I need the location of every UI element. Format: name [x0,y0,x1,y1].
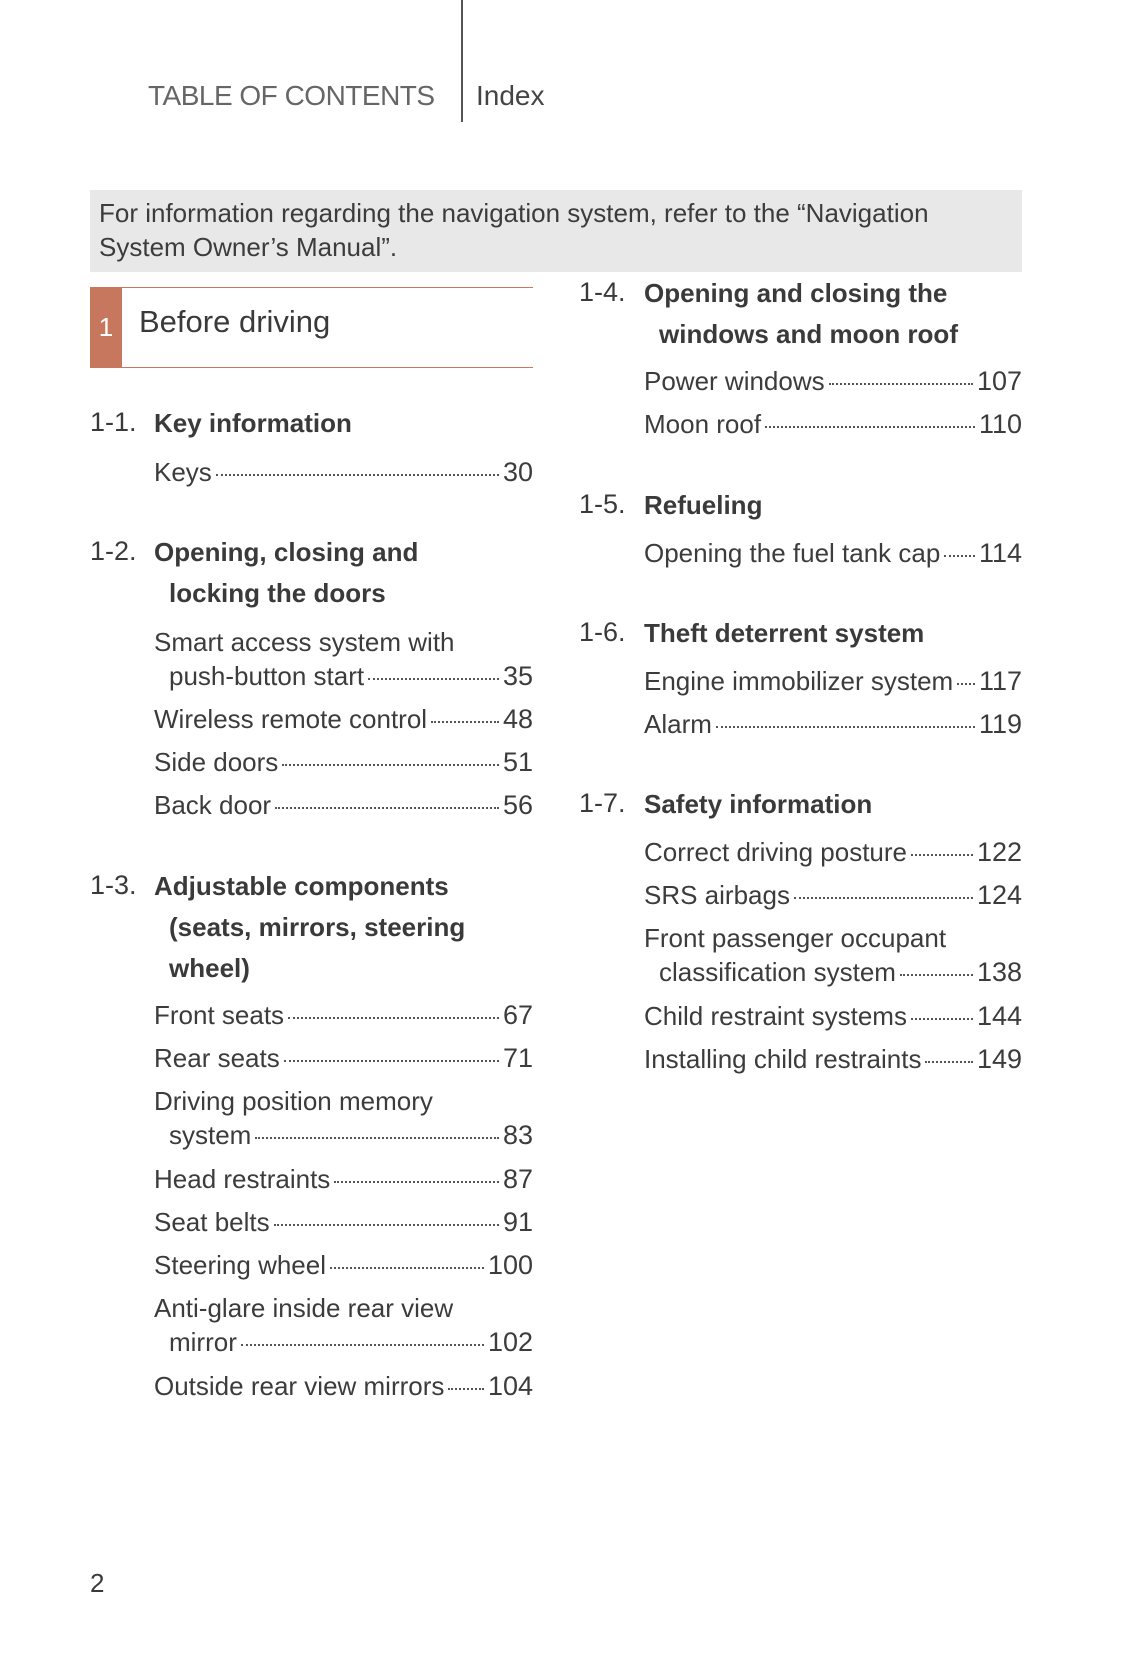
section-number: 1-5. [579,489,626,519]
dot-leader [368,678,499,680]
section-title-line: locking the doors [169,578,386,608]
dot-leader [275,807,499,809]
dot-leader [216,474,499,476]
entry-label: Steering wheel [154,1250,326,1280]
entry-label: classification system [659,957,896,987]
entry-label: Opening the fuel tank cap [644,538,941,568]
entry-label: Head restraints [154,1164,331,1194]
toc-entry[interactable] [154,1205,533,1239]
entry-label: Correct driving posture [644,837,907,867]
toc-entry[interactable] [154,625,533,693]
section-title [644,485,762,526]
dot-leader [255,1137,499,1139]
section-title [154,403,352,444]
toc-entry[interactable] [154,1248,533,1282]
toc-entry[interactable] [154,998,533,1032]
entry-label: Wireless remote control [154,704,428,734]
toc-entry[interactable] [644,921,1022,989]
toc-entry[interactable] [644,999,1022,1033]
entry-label: push-button start [169,661,365,691]
entry-page: 56 [502,790,533,820]
dot-leader [794,897,973,899]
section-title-line: Key information [154,408,352,438]
entry-label: Side doors [154,747,279,777]
entry-label: Child restraint systems [644,1001,907,1031]
dot-leader [284,1060,499,1062]
entry-page: 104 [487,1371,533,1401]
dot-leader [957,683,975,685]
entry-label: Installing child restraints [644,1044,922,1074]
toc-entry[interactable] [644,664,1022,698]
section-title-line: Adjustable components [154,871,449,901]
entry-page: 91 [502,1207,533,1237]
dot-leader [330,1267,484,1269]
dot-leader [900,974,973,976]
entry-label: mirror [169,1327,237,1357]
toc-entry[interactable] [154,1162,533,1196]
page-number: 2 [90,1568,105,1598]
entry-page: 87 [502,1164,533,1194]
section-number: 1-3. [90,870,137,900]
toc-entry[interactable] [154,455,533,489]
toc-entry[interactable] [644,364,1022,398]
section-title [154,532,418,614]
toc-entry[interactable] [154,702,533,736]
entry-label: Keys [154,457,212,487]
entry-label-line1: Front passenger occupant [644,923,947,953]
chapter-title: Before driving [139,304,331,339]
toc-entry[interactable] [154,1084,533,1152]
entry-page: 83 [502,1120,533,1150]
chapter-number-tab [90,287,122,368]
toc-entry[interactable] [154,1041,533,1075]
entry-page: 51 [502,747,533,777]
toc-entry[interactable] [644,707,1022,741]
entry-label: Alarm [644,709,712,739]
section-number: 1-6. [579,617,626,647]
entry-label: Engine immobilizer system [644,666,954,696]
dot-leader [448,1388,484,1390]
entry-label: system [169,1120,252,1150]
chapter-banner [90,287,533,368]
entry-page: 71 [502,1043,533,1073]
entry-page: 100 [487,1250,533,1280]
section-title-line: Opening, closing and [154,537,419,567]
entry-page: 110 [978,409,1022,439]
entry-page: 114 [978,538,1022,568]
entry-label: Front seats [154,1000,285,1030]
entry-page: 67 [502,1000,533,1030]
index-link[interactable]: Index [476,80,545,111]
entry-page: 30 [502,457,533,487]
section-title [644,784,872,825]
dot-leader [765,426,975,428]
navigation-notice: For information regarding the navigation system, refer to the “Navigation System Owner’s Manual”. [90,190,1022,272]
section-title [644,613,924,654]
section-title-line: Safety information [644,789,873,819]
entry-page: 124 [976,880,1022,910]
section-title [154,866,465,989]
toc-entry[interactable] [644,407,1022,441]
entry-label-line1: Anti-glare inside rear view [154,1293,454,1323]
toc-entry[interactable] [154,1291,533,1359]
dot-leader [911,1018,973,1020]
header-divider [461,0,463,122]
toc-entry[interactable] [644,536,1022,570]
entry-page: 117 [978,666,1022,696]
entry-page: 122 [976,837,1022,867]
dot-leader [274,1224,499,1226]
entry-page: 119 [978,709,1022,739]
toc-entry[interactable] [154,745,533,779]
section-title-line: windows and moon roof [659,319,958,349]
entry-page: 35 [502,661,533,691]
entry-page: 48 [502,704,533,734]
dot-leader [282,764,499,766]
dot-leader [944,555,975,557]
section-title-line: Opening and closing the [644,278,948,308]
dot-leader [334,1181,499,1183]
section-number: 1-2. [90,536,137,566]
dot-leader [241,1344,484,1346]
entry-label: SRS airbags [644,880,790,910]
section-title-line: Refueling [644,490,763,520]
entry-label-line1: Driving position memory [154,1086,433,1116]
entry-label: Moon roof [644,409,762,439]
entry-label: Back door [154,790,272,820]
entry-label-line1: Smart access system with [154,627,455,657]
entry-page: 149 [976,1044,1022,1074]
entry-page: 144 [976,1001,1022,1031]
entry-label: Rear seats [154,1043,280,1073]
toc-entry[interactable] [154,1369,533,1403]
toc-entry[interactable] [154,788,533,822]
section-number: 1-7. [579,788,626,818]
chapter-number: 1 [98,312,114,342]
entry-label: Outside rear view mirrors [154,1371,445,1401]
chapter-rule-top [90,287,533,288]
dot-leader [829,383,973,385]
entry-label: Power windows [644,366,825,396]
section-title-line: Theft deterrent system [644,618,925,648]
section-number: 1-4. [579,277,626,307]
dot-leader [716,726,975,728]
dot-leader [288,1017,499,1019]
entry-label: Seat belts [154,1207,270,1237]
section-title-line: (seats, mirrors, steering [169,912,466,942]
dot-leader [911,854,973,856]
section-title [644,273,958,355]
table-of-contents-link[interactable]: TABLE OF CONTENTS [148,80,435,111]
dot-leader [925,1061,972,1063]
entry-page: 107 [976,366,1022,396]
section-title-line: wheel) [169,953,250,983]
toc-entry[interactable] [644,835,1022,869]
dot-leader [431,721,499,723]
entry-page: 138 [976,957,1022,987]
entry-page: 102 [487,1327,533,1357]
chapter-rule-bottom [90,367,533,368]
toc-entry[interactable] [644,1042,1022,1076]
section-number: 1-1. [90,407,137,437]
toc-entry[interactable] [644,878,1022,912]
